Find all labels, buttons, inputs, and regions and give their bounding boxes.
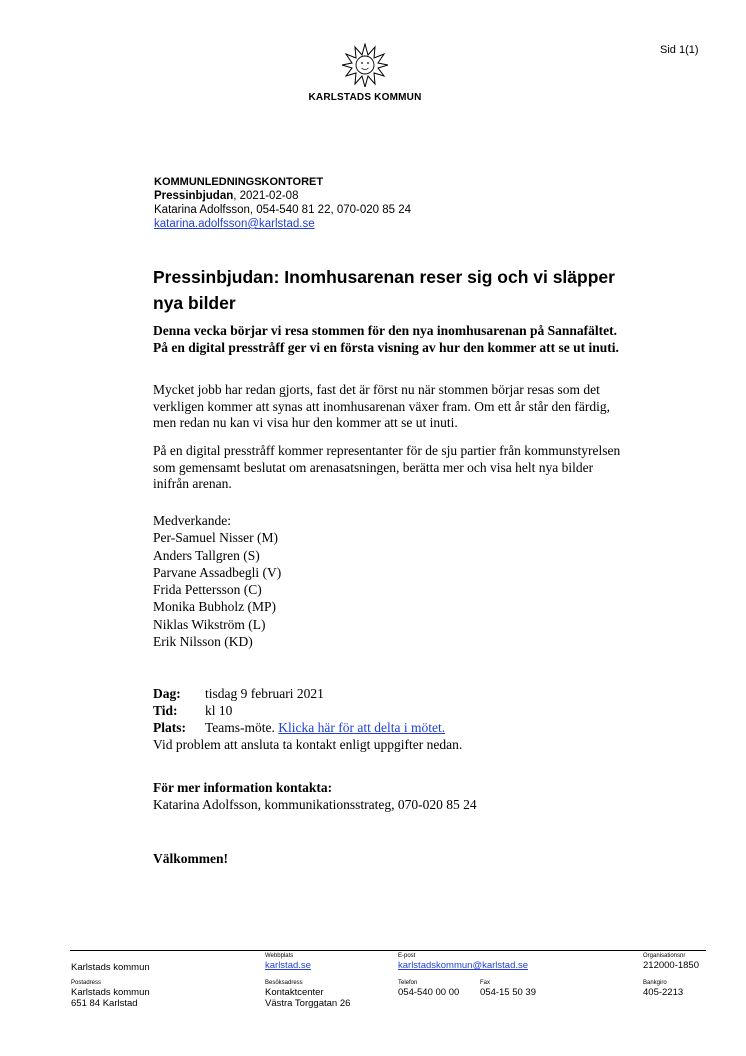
besoksadress-line1: Kontaktcenter [265,987,324,998]
place-label: Plats: [153,720,186,735]
epost-label: E-post [398,953,416,959]
participant: Monika Bubholz (MP) [153,599,276,615]
participant: Erik Nilsson (KD) [153,634,253,650]
department: KOMMUNLEDNINGSKONTORET [154,176,324,188]
participant: Per-Samuel Nisser (M) [153,530,278,546]
participant: Frida Pettersson (C) [153,582,262,598]
participant: Anders Tallgren (S) [153,547,260,563]
doc-type-line [154,189,411,203]
postadress-line1: Karlstads kommun [71,987,150,998]
bankgiro-value: 405-2213 [643,987,684,998]
contact-heading: För mer information kontakta: [153,780,333,795]
telefon-value: 054-540 00 00 [398,987,460,998]
telefon-label: Telefon [398,980,418,986]
epost-link[interactable]: karlstadskommun@karlstad.se [398,960,529,971]
footer-webbplats [265,953,311,971]
page-number: Sid 1(1) [660,44,699,56]
participant: Parvane Assadbegli (V) [153,564,282,580]
sender-contact: Katarina Adolfsson, 054-540 81 22, 070-020 85 24 [154,204,412,216]
bankgiro-label: Bankgiro [643,980,667,986]
participants-list [153,512,281,650]
paragraph-1: Mycket jobb har redan gjorts, fast det är först nu när stommen börjar resas som det verkligen kommer att synas att inomhusarenan växer fram. Om ett år står den färdig, men redan nu kan vi visa hur den kommer att se ut inuti. [153,382,610,430]
contact-line: Katarina Adolfsson, kommunikationsstrateg, 070-020 85 24 [153,797,477,812]
closing: Välkommen! [153,851,228,866]
fax-label: Fax [480,980,491,986]
footer-org-name: Karlstads kommun [71,962,150,973]
webbplats-label: Webbplats [265,953,294,959]
orgnr-label: Organisationsnr [643,953,686,959]
document-title: Pressinbjudan: Inomhusarenan reser sig och vi släpper nya bilder [153,267,615,313]
event-details [153,685,462,753]
footer-divider [70,950,706,951]
besoksadress-line2: Västra Torggatan 26 [265,998,351,1009]
join-meeting-link[interactable]: Klicka här för att delta i mötet. [278,720,446,735]
besoksadress-label: Besöksadress [265,980,303,986]
logo-text: KARLSTADS KOMMUN [308,92,422,103]
place-value: Teams-möte. [205,720,279,735]
time-label: Tid: [153,703,178,718]
doc-date: , 2021-02-08 [233,190,299,202]
lead-paragraph: Denna vecka börjar vi resa stommen för den nya inomhusarenan på Sannafältet. På en digital presstråff ger vi en första visning av hur den kommer att se ut inuti. [153,323,619,355]
sender-email-link[interactable]: katarina.adolfsson@karlstad.se [154,218,315,230]
participants-heading: Medverkande: [153,513,231,528]
sender-block [154,175,411,231]
fax-value: 054-15 50 39 [480,987,536,998]
webbplats-link[interactable]: karlstad.se [265,960,311,971]
footer-postadress [71,980,150,1009]
footer-epost [398,953,528,971]
footer-telefon [398,980,459,998]
postadress-label: Postadress [71,980,102,986]
contact-section [153,779,477,813]
sun-logo-icon [342,43,388,87]
orgnr-value: 212000-1850 [643,960,699,971]
footer-fax [480,980,536,998]
paragraph-2: På en digital presstråff kommer representanter för de sju partier från kommunstyrelsen som gemensamt beslutat om arenasatsningen, berätta mer och visa helt nya bilder inifrån arenan. [153,443,621,491]
footer-orgnr [643,953,699,971]
problem-note: Vid problem att ansluta ta kontakt enligt uppgifter nedan. [153,737,463,752]
footer-bankgiro [643,980,683,998]
postadress-line2: 651 84 Karlstad [71,998,138,1009]
day-value: tisdag 9 februari 2021 [205,686,324,701]
doc-type: Pressinbjudan [154,190,234,202]
day-label: Dag: [153,686,181,701]
participant: Niklas Wikström (L) [153,616,266,632]
time-value: kl 10 [205,703,233,718]
footer-besoksadress [265,980,350,1009]
